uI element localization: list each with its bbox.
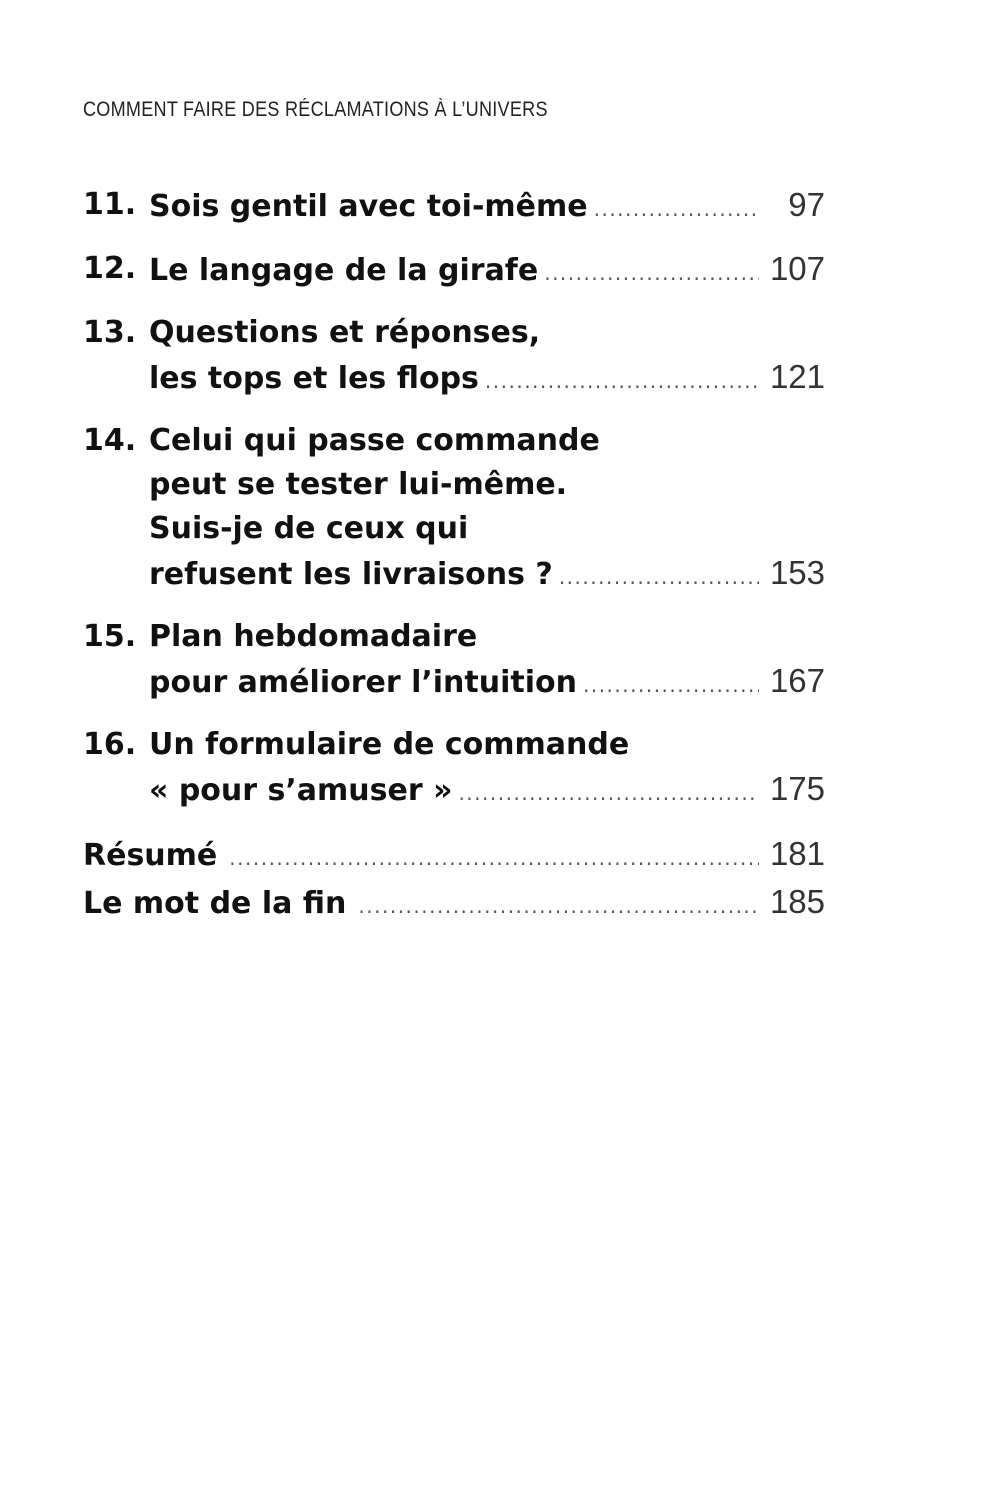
dot-leader	[485, 359, 759, 403]
chapter-number: 11.	[83, 187, 137, 222]
dot-leader	[583, 663, 759, 707]
chapter-title-line: Celui qui passe commande	[149, 423, 600, 458]
chapter-title-line: pour améliorer l’intuition	[149, 665, 577, 700]
chapter-title-line: peut se tester lui-même.	[149, 467, 568, 502]
page-number: 153	[769, 554, 825, 591]
section-title: Résumé	[83, 838, 218, 873]
dot-leader	[594, 187, 759, 231]
running-head: COMMENT FAIRE DES RÉCLAMATIONS À L’UNIVERS	[83, 98, 548, 121]
dot-leader	[358, 885, 759, 928]
chapter-title-line: les tops et les flops	[149, 361, 479, 396]
chapter-title-line: Le langage de la girafe	[149, 253, 539, 288]
chapter-number: 14.	[83, 423, 137, 458]
toc-entry-12[interactable]	[83, 247, 825, 295]
toc-entry-mot-de-la-fin[interactable]	[83, 880, 825, 928]
page-number: 185	[769, 883, 825, 920]
chapter-title-line: Un formulaire de commande	[149, 727, 630, 762]
dot-leader	[458, 771, 759, 815]
toc-entry-resume[interactable]	[83, 832, 825, 880]
page-number: 121	[769, 358, 825, 395]
chapter-number: 13.	[83, 315, 137, 350]
dot-leader	[559, 555, 759, 599]
page-number: 97	[788, 186, 825, 223]
chapter-number: 15.	[83, 619, 137, 654]
back-matter-list	[83, 832, 825, 928]
dot-leader	[544, 251, 759, 295]
section-title: Le mot de la fin	[83, 886, 347, 921]
chapter-number: 12.	[83, 251, 137, 286]
chapter-title-line: Suis-je de ceux qui	[149, 511, 469, 546]
toc-entry-16[interactable]	[83, 723, 825, 815]
toc-entry-14[interactable]	[83, 419, 825, 599]
toc-entry-11[interactable]	[83, 183, 825, 231]
chapter-number: 16.	[83, 727, 137, 762]
toc-entry-13[interactable]	[83, 311, 825, 403]
chapter-title-line: Sois gentil avec toi-même	[149, 189, 588, 224]
table-of-contents	[83, 183, 825, 831]
chapter-title-line: Questions et réponses,	[149, 315, 541, 350]
chapter-title-line: Plan hebdomadaire	[149, 619, 478, 654]
page-number: 167	[769, 662, 825, 699]
page-number: 175	[769, 770, 825, 807]
chapter-title-line: refusent les livraisons ?	[149, 557, 553, 592]
chapter-title-line: « pour s’amuser »	[149, 773, 453, 808]
dot-leader	[229, 837, 759, 880]
page-number: 107	[769, 250, 825, 287]
page-number: 181	[769, 835, 825, 872]
toc-entry-15[interactable]	[83, 615, 825, 707]
